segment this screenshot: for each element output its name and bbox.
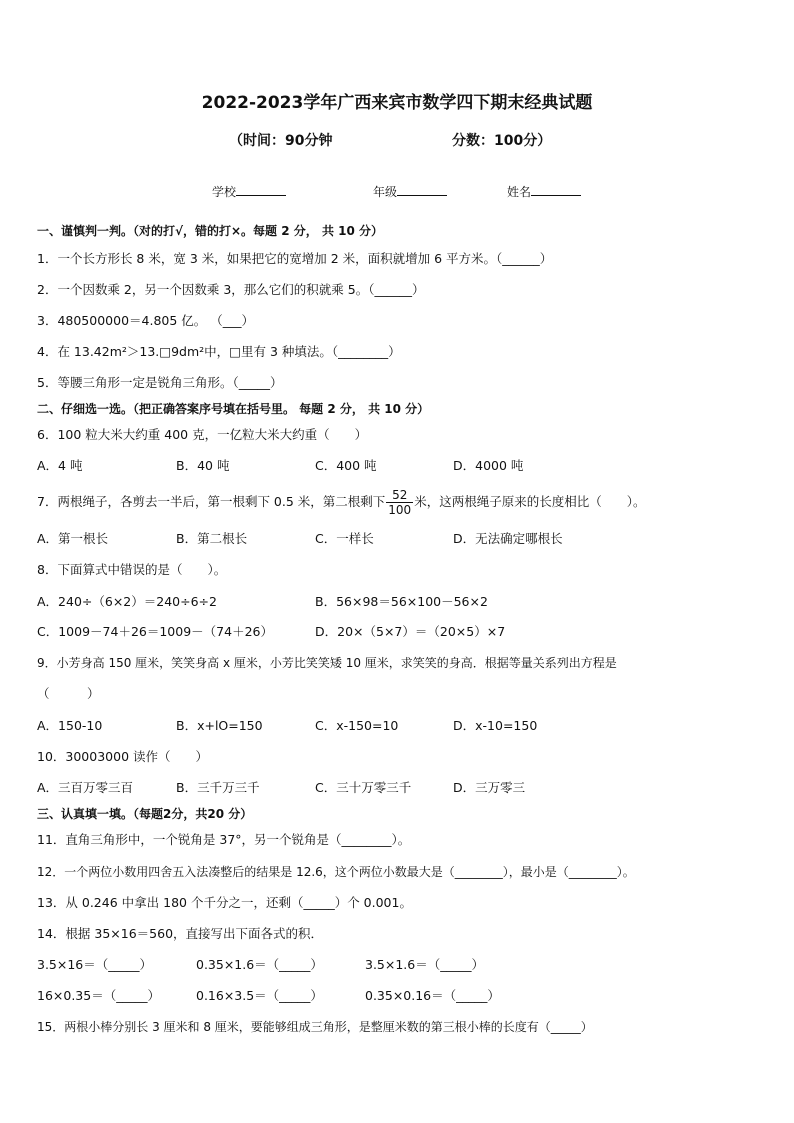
question-7 xyxy=(37,484,645,520)
question-11: 11．直角三角形中，一个锐角是 37°，另一个锐角是（________）。 xyxy=(37,832,411,847)
school-field xyxy=(212,182,286,200)
question-10-option-c: C．三十万零三千 xyxy=(315,780,412,795)
name-label: 姓名 xyxy=(507,185,532,199)
question-6-option-a: A．4 吨 xyxy=(37,458,83,473)
question-14-item-6: 0.35×0.16＝（_____） xyxy=(365,988,500,1003)
question-9-option-b: B．x+lO=150 xyxy=(176,718,263,733)
grade-blank xyxy=(397,182,447,196)
question-10-option-d: D．三万零三 xyxy=(453,780,526,795)
question-4: 4．在 13.42m²＞13.□9dm²中，□里有 3 种填法。（________） xyxy=(37,344,401,359)
question-8-option-c: C．1009－74＋26＝1009－（74＋26） xyxy=(37,624,273,639)
question-7-text-before: 7．两根绳子，各剪去一半后，第一根剩下 0.5 米，第二根剩下 xyxy=(37,494,386,509)
question-14-item-4: 16×0.35＝（_____） xyxy=(37,988,160,1003)
question-10-option-b: B．三千万三千 xyxy=(176,780,260,795)
question-7-option-d: D．无法确定哪根长 xyxy=(453,531,563,546)
question-6-option-d: D．4000 吨 xyxy=(453,458,524,473)
question-10: 10．30003000 读作（ ） xyxy=(37,749,209,764)
question-8-option-a: A．240÷（6×2）＝240÷6÷2 xyxy=(37,594,217,609)
question-14-item-5: 0.16×3.5＝（_____） xyxy=(196,988,323,1003)
question-9-option-a: A．150-10 xyxy=(37,718,103,733)
section-3-heading: 三、认真填一填。（每题2分，共20 分） xyxy=(37,807,253,821)
question-9: 9．小芳身高 150 厘米，笑笑身高 x 厘米，小芳比笑笑矮 10 厘米，求笑笑的身高．根据等量关系列出方程是 xyxy=(37,656,617,670)
question-9-option-d: D．x-10=150 xyxy=(453,718,538,733)
question-5: 5．等腰三角形一定是锐角三角形。（_____） xyxy=(37,375,283,390)
question-13: 13．从 0.246 中拿出 180 个千分之一，还剩（_____）个 0.001。 xyxy=(37,895,412,910)
question-6-option-c: C．400 吨 xyxy=(315,458,377,473)
name-field xyxy=(507,182,581,200)
question-9-paren: （ ） xyxy=(37,686,100,701)
question-14-item-2: 0.35×1.6＝（_____） xyxy=(196,957,323,972)
question-7-option-b: B．第二根长 xyxy=(176,531,248,546)
question-8-option-d: D．20×（5×7）＝（20×5）×7 xyxy=(315,624,506,639)
grade-field xyxy=(373,182,447,200)
question-14-item-1: 3.5×16＝（_____） xyxy=(37,957,153,972)
question-14-item-3: 3.5×1.6＝（_____） xyxy=(365,957,484,972)
question-8: 8．下面算式中错误的是（ ）。 xyxy=(37,562,227,577)
fraction-denominator: 100 xyxy=(388,503,412,517)
fraction-numerator: 52 xyxy=(386,488,413,503)
section-2-heading: 二、仔细选一选。（把正确答案序号填在括号里。 每题 2 分， 共 10 分） xyxy=(37,402,430,416)
exam-title: 2022-2023学年广西来宾市数学四下期末经典试题 xyxy=(201,93,593,113)
question-8-option-b: B．56×98＝56×100－56×2 xyxy=(315,594,488,609)
name-blank xyxy=(531,182,581,196)
question-6-option-b: B．40 吨 xyxy=(176,458,230,473)
question-1: 1．一个长方形长 8 米，宽 3 米，如果把它的宽增加 2 米，面积就增加 6 平方米。（______） xyxy=(37,251,553,266)
exam-time: （时间：90分钟 xyxy=(229,133,333,149)
school-label: 学校 xyxy=(212,185,237,199)
question-7-option-a: A．第一根长 xyxy=(37,531,109,546)
question-12: 12．一个两位小数用四舍五入法凑整后的结果是 12.6，这个两位小数最大是（________），最小是（________）。 xyxy=(37,865,635,879)
exam-score: 分数：100分） xyxy=(452,133,552,149)
question-14: 14．根据 35×16＝560，直接写出下面各式的积． xyxy=(37,926,324,941)
section-1-heading: 一、谨慎判一判。（对的打√，错的打×。每题 2 分， 共 10 分） xyxy=(37,224,383,238)
question-3: 3．480500000＝4.805 亿。 （___） xyxy=(37,313,255,328)
question-15: 15．两根小棒分别长 3 厘米和 8 厘米，要能够组成三角形，是整厘米数的第三根小棒的长度有（_____） xyxy=(37,1020,593,1034)
question-7-option-c: C．一样长 xyxy=(315,531,374,546)
question-6: 6．100 粒大米大约重 400 克，一亿粒大米大约重（ ） xyxy=(37,427,368,442)
school-blank xyxy=(236,182,286,196)
question-7-fraction xyxy=(386,488,413,517)
question-7-text-after: 米，这两根绳子原来的长度相比（ ）。 xyxy=(414,494,646,509)
question-2: 2．一个因数乘 2，另一个因数乘 3，那么它们的积就乘 5。（______） xyxy=(37,282,425,297)
question-9-option-c: C．x-150=10 xyxy=(315,718,399,733)
question-10-option-a: A．三百万零三百 xyxy=(37,780,134,795)
grade-label: 年级 xyxy=(373,185,398,199)
